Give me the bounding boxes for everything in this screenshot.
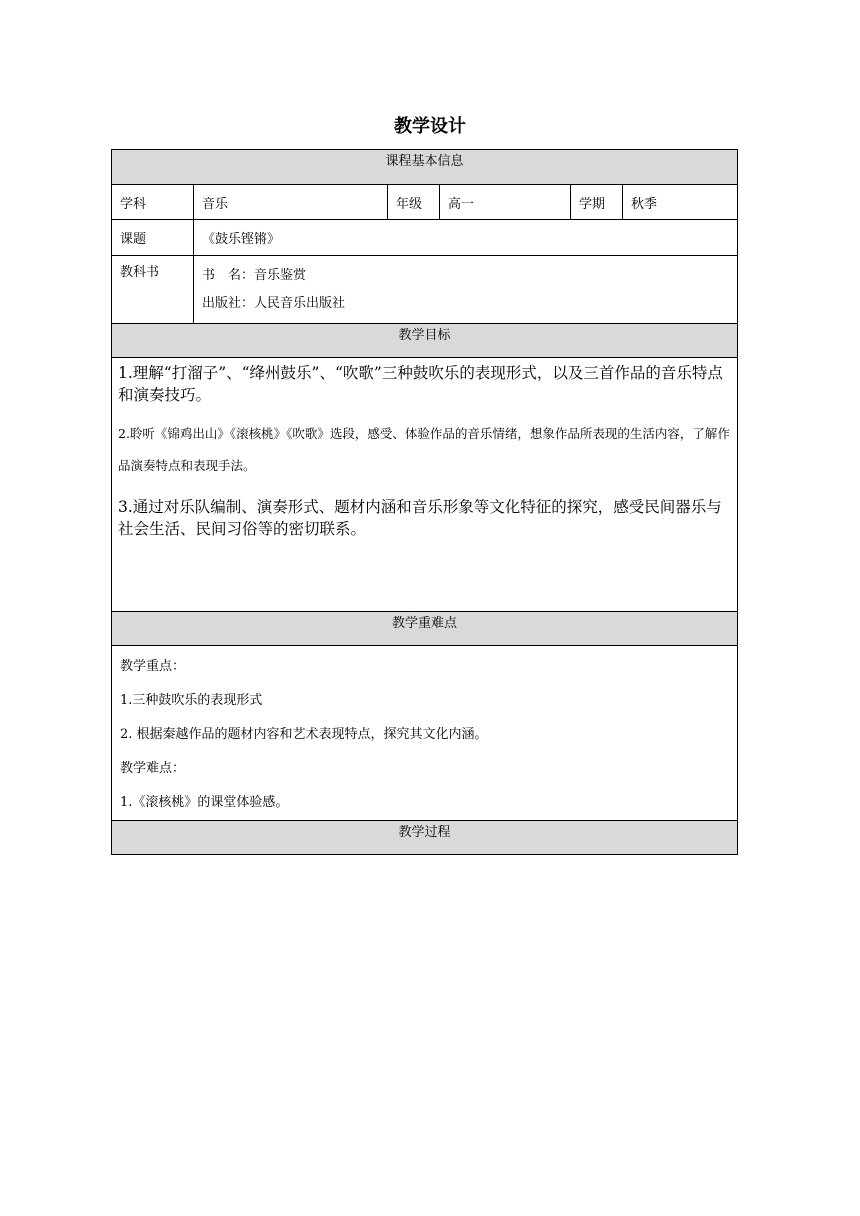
- objective-item-2: 2.聆听《锦鸡出山》《滚核桃》《吹歌》选段，感受、体验作品的音乐情绪，想象作品所表现的生活内容，了解作品演奏特点和表现手法。: [118, 426, 730, 473]
- lesson-plan-table: [111, 149, 738, 855]
- grade-value: 高一: [440, 185, 571, 220]
- objectives-header-row: [112, 324, 738, 358]
- document-title: 教学设计: [394, 116, 466, 137]
- objective-item-3: 3.通过对乐队编制、演奏形式、题材内涵和音乐形象等文化特征的探究，感受民间器乐与社会生活、民间习俗等的密切联系。: [118, 498, 722, 538]
- textbook-label: 教科书: [112, 256, 194, 324]
- difficulty-heading: 教学难点：: [120, 761, 186, 776]
- term-label: 学期: [571, 185, 623, 220]
- difficulty-item-1: 1.《滚核桃》的课堂体验感。: [120, 795, 289, 810]
- publisher-line: 出版社：人民音乐出版社: [202, 296, 346, 311]
- key-points-header: 教学重难点: [112, 612, 738, 646]
- subject-value: 音乐: [194, 185, 388, 220]
- process-header-row: [112, 821, 738, 855]
- key-points-content: [112, 646, 738, 821]
- key-points-header-row: [112, 612, 738, 646]
- textbook-info: [194, 256, 738, 324]
- book-name-line: 书 名：音乐鉴赏: [202, 268, 307, 283]
- basic-info-header-row: [112, 150, 738, 185]
- key-point-item-2: 2. 根据秦越作品的题材内容和艺术表现特点，探究其文化内涵。: [120, 727, 488, 742]
- topic-label: 课题: [112, 220, 194, 256]
- key-point-item-1: 1.三种鼓吹乐的表现形式: [120, 693, 263, 708]
- subject-label: 学科: [112, 185, 194, 220]
- textbook-row: [112, 256, 738, 324]
- objectives-content: [112, 358, 738, 612]
- process-header: 教学过程: [112, 821, 738, 855]
- term-value: 秋季: [623, 185, 738, 220]
- topic-row: [112, 220, 738, 256]
- key-point-heading: 教学重点：: [120, 659, 186, 674]
- subject-row: [112, 185, 738, 220]
- grade-label: 年级: [388, 185, 440, 220]
- objectives-header: 教学目标: [112, 324, 738, 358]
- objectives-row: [112, 358, 738, 612]
- objective-item-1: 1.理解“打溜子”、“绛州鼓乐”、“吹歌”三种鼓吹乐的表现形式，以及三首作品的音乐特点和演奏技巧。: [118, 364, 723, 404]
- key-points-row: [112, 646, 738, 821]
- topic-value: 《鼓乐铿锵》: [194, 220, 738, 256]
- basic-info-header: 课程基本信息: [112, 150, 738, 185]
